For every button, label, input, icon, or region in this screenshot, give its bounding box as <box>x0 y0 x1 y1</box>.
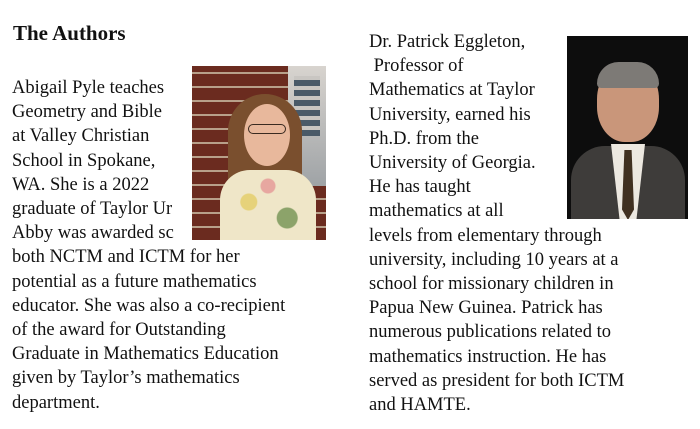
bio-line: School in Spokane, <box>12 150 156 171</box>
bio-line: potential as a future mathematics <box>12 271 257 292</box>
bio-line: Abby was awarded sc <box>12 223 174 244</box>
bio-line: Abigail Pyle teaches <box>12 78 165 98</box>
bio-line: Papua New Guinea. Patrick has <box>369 298 603 319</box>
floral-dress <box>220 170 316 240</box>
bio-line: Ph.D. from the <box>369 128 479 149</box>
bio-line: Graduate in Mathematics Education <box>12 344 279 365</box>
bio-line: university, including 10 years at a <box>369 249 619 270</box>
bio-line: served as president for both ICTM <box>369 370 625 391</box>
bio-line: mathematics at all <box>369 201 504 222</box>
bio-line: Professor of <box>369 56 464 77</box>
bio-line: given by Taylor’s mathematics <box>12 368 240 389</box>
patrick-eggleton-photo <box>567 36 688 219</box>
face <box>244 104 290 166</box>
bio-line: school for missionary children in <box>369 274 614 295</box>
bio-line: Mathematics at Taylor <box>369 80 535 101</box>
bio-line: and HAMTE. <box>369 395 471 416</box>
bio-line: Geometry and Bible <box>12 102 163 123</box>
abigail-pyle-photo <box>192 66 326 240</box>
hair <box>597 62 659 88</box>
bio-line: University of Georgia. <box>369 153 536 174</box>
authors-heading: The Authors <box>13 21 126 45</box>
bio-line: graduate of Taylor Ur <box>12 199 173 220</box>
bio-line: at Valley Christian <box>12 126 150 147</box>
bio-line: WA. She is a 2022 <box>12 174 150 195</box>
bio-line: educator. She was also a co-recipient <box>12 295 286 316</box>
bio-line: of the award for Outstanding <box>12 320 226 341</box>
bio-line: University, earned his <box>369 104 531 125</box>
glasses <box>248 124 286 134</box>
bio-line: numerous publications related to <box>369 322 611 343</box>
bio-line: department. <box>12 392 100 413</box>
bio-line: mathematics instruction. He has <box>369 346 607 367</box>
bio-line: levels from elementary through <box>369 225 602 246</box>
bio-line: Dr. Patrick Eggleton, <box>369 32 526 52</box>
bio-line: both NCTM and ICTM for her <box>12 247 240 268</box>
bio-line: He has taught <box>369 177 471 198</box>
